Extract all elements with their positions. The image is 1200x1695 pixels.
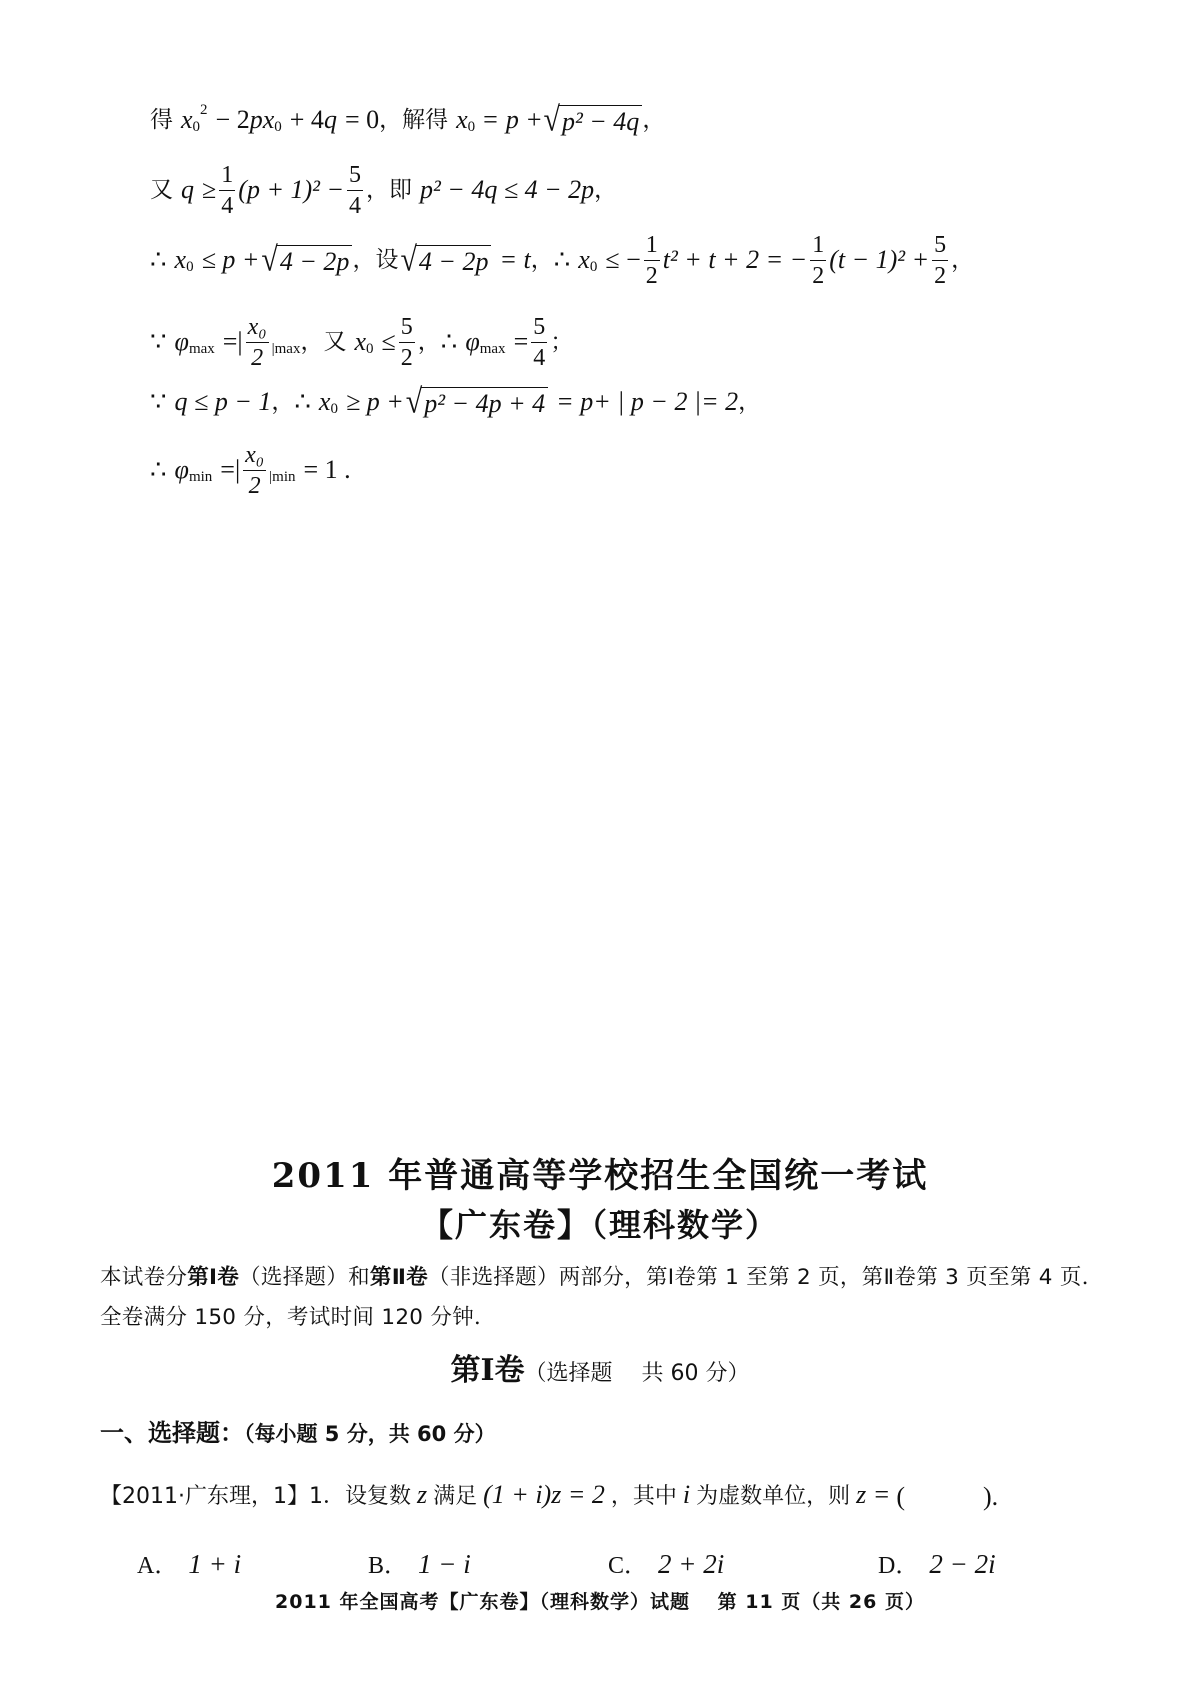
eq-part: ≤ xyxy=(381,327,396,356)
punct: ， xyxy=(951,246,975,273)
fraction: $\frac{1}{4}$ xyxy=(221,161,234,219)
eq-part: (t − 1)² + xyxy=(829,245,930,274)
solution-line-5: ∵ q ≤ p − 1 ， ∴ x 0 ≥ p + √ p² − 4p + 4 = p+ | p − 2 |= 2 ， xyxy=(150,382,762,421)
answer-blank: ( ). xyxy=(896,1482,999,1511)
radicand: p² − 4q xyxy=(559,105,642,135)
eq-part: (p + 1)² − xyxy=(238,175,344,204)
solution-line-1: 得 x 0 2 − 2 px 0 + 4 q = 0 ，解得 x 0 = p + √ p² − 4q ， xyxy=(150,100,666,139)
therefore-symbol: ∴ xyxy=(440,327,458,356)
eq-part: ≥ p + xyxy=(345,387,404,416)
because-symbol: ∵ xyxy=(150,387,167,416)
text-also: ，又 xyxy=(300,328,347,355)
fraction: $\frac{1}{2}$ xyxy=(812,231,825,289)
because-symbol: ∵ xyxy=(150,327,167,356)
abs-subscript: |max xyxy=(271,340,301,357)
eq-part: − 2 xyxy=(215,105,250,134)
eq-part: + xyxy=(526,105,542,134)
exam-intro: 本试卷分第Ⅰ卷（选择题）和第Ⅱ卷（非选择题）两部分，第Ⅰ卷第 1 至第 2 页，第Ⅱ卷第 3 页至第 4 页．全卷满分 150 分，考试时间 120 分钟． xyxy=(100,1265,1104,1330)
text-let: ，设 xyxy=(352,246,399,273)
part-note: （每小题 5 分，共 60 分） xyxy=(244,1422,496,1446)
solution-line-3: ∴ x 0 ≤ p + √ 4 − 2p ，设 √ 4 − 2p = t ， ∴ x 0 ≤ − $\frac{1}{2}$ t² + t + 2 = − $\frac{1}{2}$ (t − 1)² + $\frac{5}{2}$ ， xyxy=(150,231,975,289)
inequality: q ≤ p − 1 xyxy=(174,387,272,416)
eq-part: =| xyxy=(222,327,243,356)
radicand: p² − 4p + 4 xyxy=(421,387,548,417)
question-tag: 【2011·广东理，1】 xyxy=(100,1484,309,1509)
eq-part: = xyxy=(513,327,529,356)
answer-options xyxy=(0,1545,1200,1585)
abs-subscript: |min xyxy=(269,468,296,485)
eq-part: t² + t + 2 = − xyxy=(662,245,808,274)
text-lead: 又 xyxy=(150,176,173,203)
therefore-symbol: ∴ xyxy=(294,387,311,416)
section-note: （选择题 共 60 分） xyxy=(524,1361,750,1386)
part-one-label: 第Ⅰ卷 xyxy=(187,1265,240,1290)
radicand: 4 − 2p xyxy=(416,245,492,275)
punct: ， xyxy=(594,176,618,203)
solution-line-4: ∵ φ max =| $\frac{\text{x₀}}{2}$ |max ，又 x 0 ≤ $\frac{5}{2}$ ， ∴ φ max = $\frac{5}{4}$ ； xyxy=(150,313,574,371)
punct: ， xyxy=(271,388,295,415)
exam-title: 2011 年普通高等学校招生全国统一考试 xyxy=(271,1156,929,1196)
punct: ， xyxy=(530,246,554,273)
fraction: $\frac{5}{4}$ xyxy=(533,313,546,371)
option-b: B． 1 − i xyxy=(368,1549,471,1579)
part-two-label: 第Ⅱ卷 xyxy=(369,1265,428,1290)
text-solved: ，解得 xyxy=(379,106,449,133)
option-d: D． 2 − 2i xyxy=(878,1549,996,1579)
text-ie: ，即 xyxy=(365,176,412,203)
inequality: p² − 4q ≤ 4 − 2p xyxy=(419,175,595,204)
sqrt-symbol: √ 4 − 2p xyxy=(400,245,491,275)
punct: ； xyxy=(550,328,574,355)
section-label: 第Ⅰ卷 xyxy=(450,1353,525,1388)
therefore-symbol: ∴ xyxy=(553,245,571,274)
exam-subtitle: 【广东卷】（理科数学） xyxy=(420,1206,779,1244)
therefore-symbol: ∴ xyxy=(150,245,167,274)
fraction: $\frac{\text{x₀}}{2}$ xyxy=(247,313,267,371)
eq-part: = xyxy=(483,105,498,134)
eq-part: = t xyxy=(499,245,531,274)
section-title xyxy=(0,1345,1200,1389)
option-a: A． 1 + i xyxy=(137,1549,242,1579)
question-1: 【2011·广东理，1】 1．设复数 z 满足 (1 + i)z = 2 ，其中 i 为虚数单位，则 z = ( ). xyxy=(100,1476,998,1513)
fraction: $\frac{\text{x₀}}{2}$ xyxy=(245,441,265,499)
page-footer: 2011 年全国高考【广东卷】（理科数学）试题 第 11 页（共 26 页） xyxy=(275,1591,925,1613)
eq-part: = 1 . xyxy=(303,455,351,484)
fraction: $\frac{5}{4}$ xyxy=(348,161,361,219)
sqrt-symbol: √ p² − 4p + 4 xyxy=(406,387,548,417)
part-title: 一、选择题： xyxy=(100,1419,244,1447)
eq-part: ≤ − xyxy=(605,245,641,274)
eq-part: ≤ p + xyxy=(201,245,260,274)
option-c: C． 2 + 2i xyxy=(608,1549,725,1579)
radicand: 4 − 2p xyxy=(277,245,353,275)
phi-symbol: φ xyxy=(174,327,189,356)
punct: ， xyxy=(417,328,441,355)
text-lead: 得 xyxy=(150,106,173,133)
sqrt-symbol: √ p² − 4q xyxy=(544,105,643,135)
eq-part: p xyxy=(505,105,519,134)
part-heading xyxy=(100,1413,496,1448)
eq-part: =| xyxy=(220,455,241,484)
punct: ， xyxy=(642,106,666,133)
punct: ， xyxy=(738,388,762,415)
fraction: $\frac{5}{2}$ xyxy=(400,313,413,371)
fraction: $\frac{1}{2}$ xyxy=(645,231,658,289)
eq-part: = 0 xyxy=(344,105,380,134)
fraction: $\frac{5}{2}$ xyxy=(934,231,947,289)
eq-part: + 4 xyxy=(289,105,324,134)
sqrt-symbol: √ 4 − 2p xyxy=(261,245,352,275)
therefore-symbol: ∴ xyxy=(150,455,167,484)
eq-part: = p+ | p − 2 |= 2 xyxy=(556,387,739,416)
solution-line-6: ∴ φ min =| $\frac{\text{x₀}}{2}$ |min = 1 . xyxy=(150,441,351,499)
solution-line-2: 又 q ≥ $\frac{1}{4}$ (p + 1)² − $\frac{5}{4}$ ，即 p² − 4q ≤ 4 − 2p ， xyxy=(150,161,618,219)
